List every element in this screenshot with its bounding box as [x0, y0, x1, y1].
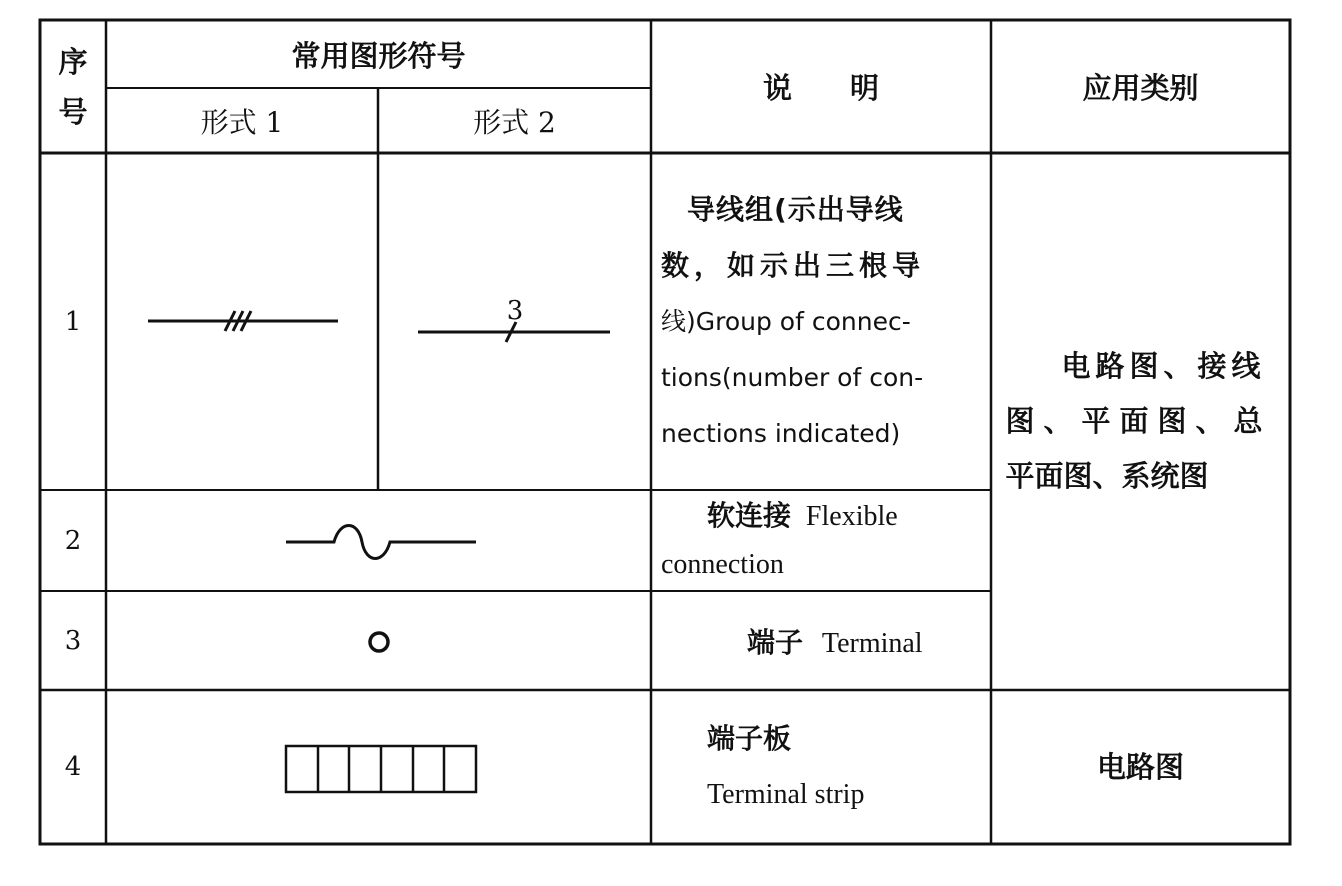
header-seq-char-2: 号 [58, 94, 88, 129]
row-1-desc-line-4: tions(number of con- [661, 362, 924, 392]
header-category: 应用类别 [1082, 71, 1199, 105]
category-group-line-2: 图、平面图、总 [1005, 404, 1272, 438]
terminal-symbol [106, 591, 651, 690]
row-3-desc-zh: 端子 [747, 625, 804, 659]
row-1-desc-line-3: 线)Group of connec- [661, 306, 911, 336]
flexible-connection-symbol [106, 490, 651, 591]
category-group-line-1: 电路图、接线 [1061, 349, 1266, 383]
header-description: 说 明 [762, 71, 879, 105]
terminal-strip-symbol [106, 690, 651, 844]
row-4-desc-en: Terminal strip [707, 779, 865, 810]
header-seq-char-1: 序 [58, 44, 88, 79]
row-2-desc-en-2: connection [661, 549, 784, 580]
row-4-number: 4 [64, 752, 82, 782]
row-2-desc-zh: 软连接 [707, 499, 792, 532]
category-group-line-3: 平面图、系统图 [1005, 459, 1209, 493]
row-1-number: 1 [64, 306, 82, 337]
row-4-desc-zh: 端子板 [707, 722, 792, 755]
header-form-1: 形式 1 [200, 105, 284, 139]
group-of-connections-symbol-form-1 [106, 153, 378, 490]
row-2-description [651, 490, 991, 591]
row-3-number: 3 [64, 625, 82, 656]
header-form-2: 形式 2 [473, 105, 556, 139]
row-4-description [651, 690, 991, 844]
row-2-number: 2 [64, 525, 82, 556]
header-seq [40, 20, 106, 153]
row-1-desc-line-2: 数，如示出三根导 [661, 248, 926, 282]
row-3-desc-en: Terminal [821, 627, 923, 659]
header-symbols: 常用图形符号 [291, 38, 466, 73]
row-2-desc-en-1: Flexible [805, 501, 898, 532]
row-1-desc-line-5: nections indicated) [661, 418, 901, 448]
category-group [991, 153, 1290, 690]
row-1-description [651, 153, 991, 490]
category-row-4: 电路图 [1096, 749, 1184, 784]
connection-count-label: 3 [506, 296, 524, 326]
row-1-desc-line-1: 导线组(示出导线 [687, 192, 904, 226]
row-3-description [651, 591, 991, 690]
